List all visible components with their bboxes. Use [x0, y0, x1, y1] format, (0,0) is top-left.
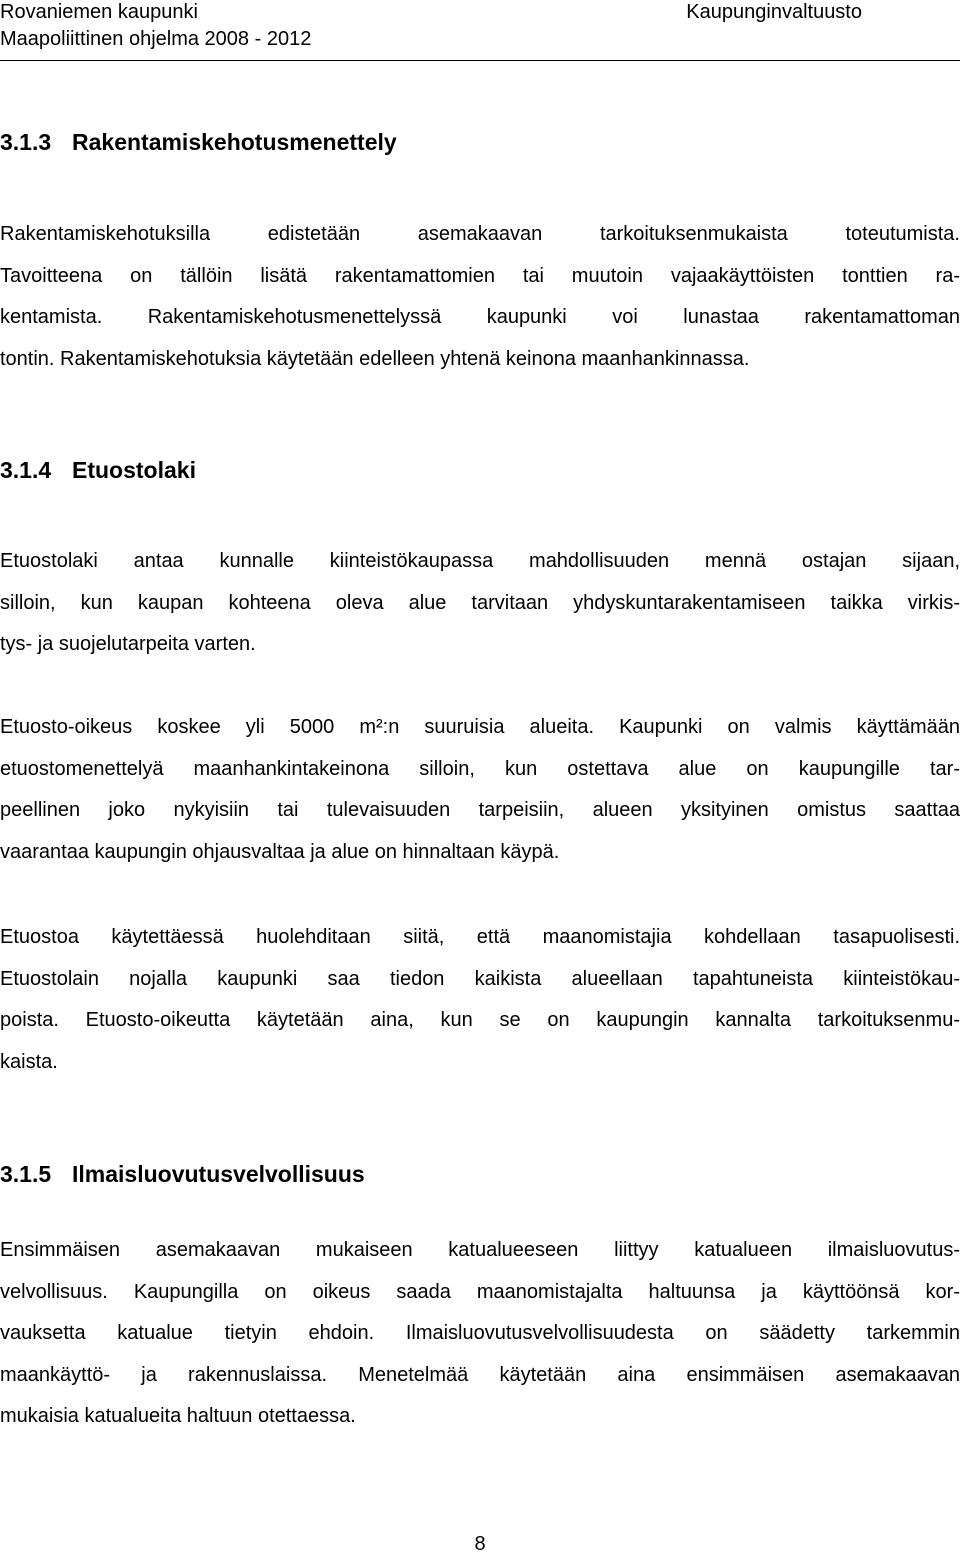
text-line: tys- ja suojelutarpeita varten. — [0, 633, 256, 655]
text-line: Tavoitteena on tällöin lisätä rakentamattomien tai muutoin vajaakäyttöisten tonttien ra- — [0, 264, 960, 287]
section-heading-3-1-4 — [0, 456, 196, 484]
section-title: Rakentamiskehotusmenettely — [72, 129, 397, 155]
text-line: Rakentamiskehotuksilla edistetään asemakaavan tarkoituksenmukaista toteutumista. — [0, 223, 960, 245]
paragraph-etuostolaki-1 — [0, 541, 960, 666]
text-line: peellinen joko nykyisiin tai tulevaisuuden tarpeisiin, alueen yksityinen omistus saattaa — [0, 799, 960, 821]
text-line: poista. Etuosto-oikeutta käytetään aina, kun se on kaupungin kannalta tarkoituksenmu- — [0, 1009, 960, 1031]
section-heading-3-1-5 — [0, 1160, 365, 1188]
header-divider — [0, 60, 960, 61]
text-line: vaarantaa kaupungin ohjausvaltaa ja alue on hinnaltaan käypä. — [0, 840, 560, 863]
text-line: Etuostolaki antaa kunnalle kiinteistökaupassa mahdollisuuden mennä ostajan sijaan, — [0, 550, 960, 572]
section-number: 3.1.4 — [0, 457, 52, 483]
text-line: mukaisia katualueita haltuun otettaessa. — [0, 1405, 356, 1427]
section-number: 3.1.5 — [0, 1161, 52, 1187]
header-council: Kaupunginvaltuusto — [686, 1, 862, 23]
text-line: Ensimmäisen asemakaavan mukaiseen katualueeseen liittyy katualueen ilmaisluovutus- — [0, 1239, 960, 1261]
text-line: velvollisuus. Kaupungilla on oikeus saada maanomistajalta haltuunsa ja käyttöönsä kor- — [0, 1280, 960, 1303]
text-line: silloin, kun kaupan kohteena oleva alue tarvitaan yhdyskuntarakentamiseen taikka virkis- — [0, 591, 960, 614]
section-title: Etuostolaki — [72, 457, 196, 483]
header-organization: Rovaniemen kaupunki — [0, 1, 198, 23]
text-line: tontin. Rakentamiskehotuksia käytetään edelleen yhtenä keinona maanhankinnassa. — [0, 347, 750, 370]
text-line: etuostomenettelyä maanhankintakeinona silloin, kun ostettava alue on kaupungille tar- — [0, 757, 960, 780]
header-document-title: Maapoliittinen ohjelma 2008 - 2012 — [0, 28, 312, 50]
section-title: Ilmaisluovutusvelvollisuus — [72, 1161, 365, 1187]
text-line: Etuostoa käytettäessä huolehditaan siitä, että maanomistajia kohdellaan tasapuolisesti. — [0, 926, 960, 948]
text-line: vauksetta katualue tietyin ehdoin. Ilmaisluovutusvelvollisuudesta on säädetty tarkemmin — [0, 1322, 960, 1344]
text-line: maankäyttö- ja rakennuslaissa. Menetelmää käytetään aina ensimmäisen asemakaavan — [0, 1363, 960, 1386]
paragraph-etuostolaki-3 — [0, 917, 960, 1083]
section-heading-3-1-3 — [0, 128, 397, 156]
text-line: kentamista. Rakentamiskehotusmenettelyssä kaupunki voi lunastaa rakentamattoman — [0, 306, 960, 328]
paragraph-etuostolaki-2 — [0, 707, 960, 873]
section-number: 3.1.3 — [0, 129, 52, 155]
paragraph-rakentamiskehotus — [0, 214, 960, 380]
text-line: kaista. — [0, 1050, 58, 1073]
page-number: 8 — [474, 1533, 486, 1555]
text-line: Etuosto-oikeus koskee yli 5000 m²:n suuruisia alueita. Kaupunki on valmis käyttämään — [0, 716, 960, 738]
text-line: Etuostolain nojalla kaupunki saa tiedon kaikista alueellaan tapahtuneista kiinteistökau- — [0, 967, 960, 990]
paragraph-ilmaisluovutus — [0, 1230, 960, 1438]
